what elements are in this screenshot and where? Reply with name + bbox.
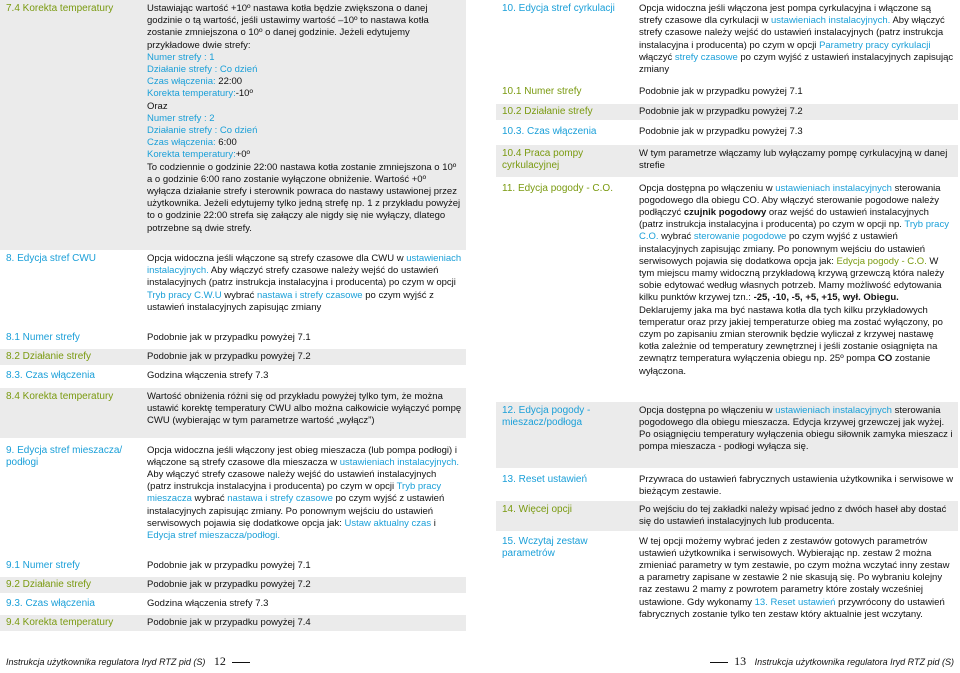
option-name: Edycja pogody - C.O. (836, 255, 927, 267)
zone1-corr-line (147, 88, 462, 100)
section-13 (496, 471, 958, 499)
option-name: Parametry pracy cyrkulacji (819, 39, 931, 51)
row-label: 10.1 Numer strefy (502, 86, 582, 97)
row-text: Podobnie jak w przypadku powyżej 7.4 (147, 617, 311, 629)
text: po czym wyjść z ustawień instalacyjnych zapisując zmiany. Po ponownym wejściu do ustawień serwisowych pojawia się dodatkowe opcja jak: (147, 493, 445, 529)
text: po czym wyjść z ustawień instalacyjnych zapisując zmiany. Po ponownym wejściu do ustawień serwisowych pojawia się dodatkowa opcja jak: (639, 231, 926, 267)
settings-link-text: ustawieniach instalacyjnych (775, 404, 892, 416)
curve-points: -25, -10, -5, +5, +15, wył. Obiegu. (753, 292, 899, 304)
settings-link-text: ustawieniach instalacyjnych. (339, 456, 460, 468)
section-body (145, 442, 466, 558)
section-7-4 (0, 0, 466, 250)
text: wybrać (191, 493, 228, 505)
row-label: 9.3. Czas włączenia (6, 598, 95, 610)
text: Aby włączyć strefy czasowe należy wejść do ustawień instalacyjnych (patrz instrukcja instalacyjna i producenta) po czym w opcji (639, 15, 945, 51)
text: sterowania pogodowego dla obiegu mieszacza. Edycja krzywej grzewczej jak wyżej. Po osiągnięciu temperatury wyłączenia obiegu siłownik zamyka mieszacz i pompa mieszacza - podłogi wyłącza się. (639, 404, 953, 453)
section-body: W tym parametrze włączamy lub wyłączamy pompę cyrkulacyjną w danej strefie (639, 147, 948, 171)
zone1-time: 22:00 (218, 76, 243, 88)
row-label: 10.3. Czas włączenia (502, 126, 597, 138)
page-number: 12 (213, 654, 226, 668)
zone2-corr-label: Korekta temperatury: (147, 149, 236, 161)
zone2-time-label: Czas włączenia: (147, 137, 219, 149)
text: Opcja widoczna jeśli włączona jest pompa cyrkulacyjna i włączone są strefy czasowe dla cyrkulacji w (639, 3, 931, 27)
section-body (145, 250, 466, 330)
settings-link-text: ustawieniach instalacyjnych. (147, 253, 462, 277)
left-page-column (0, 0, 466, 631)
row-text: Podobnie jak w przypadku powyżej 7.1 (147, 332, 311, 343)
reference-text: 13. Reset ustawień (754, 596, 836, 608)
section-body: Po wejściu do tej zakładki należy wpisać jedno z dwóch haseł aby dostać się do ustawień instalacyjnych lub producenta. (639, 503, 947, 527)
text: Deklarujemy jaka ma być nastawa kotła dla tych kilku przykładowych temperatur oraz przy jakiej temperaturze obieg ma zostać wyłączony, po czym po zapisaniu zmian sterownik będzie wyliczał z krzywej nastawę kotła zależnie od temperatury zewnętrznej i jeśli zostanie osiągnięta na zewnątrz temperatura wyłączenia obiegu np. 25º pompa (639, 304, 943, 365)
zone2-time-line (147, 137, 462, 149)
row-10-3 (496, 124, 958, 140)
section-10 (496, 0, 958, 82)
sensor-name: czujnik pogodowy (683, 207, 767, 219)
footer-title: Instrukcja użytkownika regulatora Iryd RTZ pid (S) (754, 657, 954, 667)
section-label: 9. Edycja stref mieszacza/ podłogi (6, 444, 123, 468)
row-label: 8.3. Czas włączenia (6, 370, 95, 382)
footer-title: Instrukcja użytkownika regulatora Iryd RTZ pid (S) (6, 657, 206, 667)
text: Opcja dostępna po włączeniu w (639, 182, 776, 194)
zone2-days: Działanie strefy : Co dzień (147, 125, 258, 137)
row-8-2 (0, 349, 466, 365)
option-value: nastawa i strefy czasowe (227, 493, 333, 505)
section-12 (496, 402, 958, 468)
section-body (637, 180, 958, 402)
zone2-corr-line (147, 149, 462, 161)
row-9-1 (0, 558, 466, 574)
section-label: 12. Edycja pogody - mieszacz/podłoga (502, 404, 591, 428)
option-name: Tryb pracy C.O. (639, 219, 949, 243)
text: W tej opcji możemy wybrać jeden z zestawów gotowych parametrów ustawień użytkownika i serwisowych. Wybierając np. zestaw 2 można zmieniać parametry w tym zestawie, po czym można wczytać inny zestaw a parametry zapisane w zestawie 2 nie skasują się. Po wybraniu kolejny raz zestawu 2 mamy z powrotem parametry które zostały wcześniej ustawione. Gdy wykonamy (639, 535, 950, 608)
text: zostanie wyłączona. (639, 353, 931, 377)
section-10-4 (496, 145, 958, 177)
text: Aby włączyć strefy czasowe należy wejść do ustawień instalacyjnych (patrz instrukcja instalacyjna i producenta) po czym w opcji (147, 469, 437, 493)
page-number-dash (710, 662, 728, 663)
zone1-number: Numer strefy : 1 (147, 51, 215, 63)
row-text: Podobnie jak w przypadku powyżej 7.2 (639, 106, 803, 118)
section-body (637, 402, 958, 468)
section-8 (0, 250, 466, 330)
section-label: 14. Więcej opcji (502, 503, 573, 515)
zone2-time: 6:00 (218, 137, 237, 149)
oraz-text: Oraz (147, 100, 168, 112)
row-10-1 (496, 84, 958, 100)
text: Opcja widoczna jeśli włączone są strefy czasowe dla CWU w (147, 253, 407, 264)
row-label: 9.1 Numer strefy (6, 559, 80, 571)
text: Opcja widoczna jeśli włączony jest obieg mieszacza (lub pompa podłogi) i włączone są strefy czasowe dla mieszacza w (147, 444, 457, 468)
settings-link-text: ustawieniach instalacyjnych. (770, 15, 891, 27)
section-label: 10. Edycja stref cyrkulacji (502, 3, 615, 14)
row-label: 9.4 Korekta temperatury (6, 617, 114, 629)
row-9-2 (0, 577, 466, 593)
section-label: 10.4 Praca pompy cyrkulacyjnej (502, 147, 584, 171)
option-value: strefy czasowe (674, 51, 738, 63)
intro-paragraph: Ustawiając wartość +10º nastawa kotła będzie zwiększona o danej godzinie o tą wartość, jeśli ustawimy wartość –10º to nastawa kotła zostanie zmniejszona o 10º o danej godzinie. Jeżeli edytujemy przykładowe dwie strefy: (147, 3, 429, 51)
page-number: 13 (734, 654, 747, 668)
option-name: Edycja stref mieszacza/podłogi. (147, 530, 281, 542)
section-label: 15. Wczytaj zestaw parametrów (502, 535, 588, 559)
zone2-corr: +0º (235, 149, 251, 161)
row-label: 9.2 Działanie strefy (6, 578, 92, 590)
text: wybrać (221, 289, 257, 301)
text: i (431, 517, 436, 529)
right-page-column (496, 0, 958, 645)
section-label: 7.4 Korekta temperatury (6, 3, 114, 14)
text: Opcja dostępna po włączeniu w (639, 404, 776, 416)
text: W tym miejscu mamy widoczną przykładową krzywą grzewczą która należy sobie edytować według własnych potrzeb. Mamy możliwość edytowania kilku punktów krzywej tzn.: (639, 255, 945, 304)
footer-right (710, 654, 954, 669)
option-name: Tryb pracy C.W.U (147, 289, 222, 301)
option-value: sterowanie pogodowe (693, 231, 787, 243)
section-body: Wartość obniżenia różni się od przykładu powyżej tylko tym, że można ustawić korektę temperatury CWU albo można całkowicie wyłączyć pompę CWU (wybierając w tym parametrze wartość „wyłącz”) (147, 390, 462, 427)
row-9-3 (0, 596, 466, 612)
section-9 (0, 442, 466, 558)
text: po czym wyjść z ustawień instalacyjnych zapisując zmiany (147, 289, 434, 313)
row-label: 8.1 Numer strefy (6, 332, 80, 343)
text: wybrać (658, 231, 694, 243)
section-8-4 (0, 388, 466, 438)
section-label: 11. Edycja pogody - C.O. (502, 182, 613, 194)
footer-left (6, 654, 250, 669)
section-label: 13. Reset ustawień (502, 473, 588, 485)
text: Aby włączyć strefy czasowe należy wejść do ustawień instalacyjnych (patrz instrukcja instalacyjna i producenta) po czym w opcji (147, 265, 456, 289)
section-15 (496, 533, 958, 645)
section-body (637, 533, 958, 645)
row-text: Podobnie jak w przypadku powyżej 7.2 (147, 351, 311, 363)
text: włączyć (639, 51, 675, 63)
zone1-time-label: Czas włączenia: (147, 76, 219, 88)
option-name: Tryb pracy mieszacza (147, 481, 442, 505)
zone1-corr-label: Korekta temperatury: (147, 88, 236, 100)
row-10-2 (496, 104, 958, 120)
section-body (637, 0, 958, 82)
row-text: Godzina włączenia strefy 7.3 (147, 598, 269, 610)
row-text: Podobnie jak w przypadku powyżej 7.2 (147, 578, 311, 590)
zone1-corr: -10º (235, 88, 253, 100)
text: przywrócony do ustawień fabrycznych zostanie tylko ten zestaw który aktualnie jest wczytany. (639, 596, 945, 620)
row-9-4 (0, 615, 466, 631)
text: po czym wyjść z ustawień instalacyjnych zapisując zmiany (639, 51, 954, 76)
text: oraz wejść do ustawień instalacyjnych (patrz instrukcja instalacyjna i producenta) po czym w opcji np. (639, 207, 929, 231)
row-label: 8.2 Działanie strefy (6, 351, 92, 363)
row-text: Podobnie jak w przypadku powyżej 7.1 (639, 86, 803, 97)
text: sterowania pogodowego dla obiegu CO. Aby włączyć sterowanie pogodowe należy podłączyć (639, 182, 941, 219)
section-body: Przywraca do ustawień fabrycznych ustawienia użytkownika i serwisowe w bieżącym zestawie. (639, 473, 954, 497)
zone1-time-line (147, 76, 462, 88)
row-text: Godzina włączenia strefy 7.3 (147, 370, 269, 382)
row-text: Podobnie jak w przypadku powyżej 7.1 (147, 559, 311, 571)
row-8-1 (0, 330, 466, 346)
text-bold: CO (878, 353, 893, 365)
zone2-number: Numer strefy : 2 (147, 112, 215, 124)
section-11 (496, 180, 958, 402)
settings-link-text: ustawieniach instalacyjnych (775, 182, 892, 194)
zone1-days: Działanie strefy : Co dzień (147, 64, 258, 76)
option-value: nastawa i strefy czasowe (256, 289, 363, 301)
page-number-dash (232, 662, 250, 663)
row-label: 10.2 Działanie strefy (502, 106, 593, 118)
row-text: Podobnie jak w przypadku powyżej 7.3 (639, 126, 803, 138)
option-name: Ustaw aktualny czas (344, 517, 432, 529)
row-8-3 (0, 368, 466, 384)
section-label: 8.4 Korekta temperatury (6, 390, 114, 402)
section-label: 8. Edycja stref CWU (6, 253, 97, 264)
section-body (145, 0, 466, 250)
explanation-paragraph: To codziennie o godzinie 22:00 nastawa kotła zostanie zmniejszona o 10º a o godzinie 6:00 rano zostanie wyłączone obniżenie. Wartość +0º wyłącza działanie strefy i sterownik powraca do nastawy ustawionej przez użytkownika. Jeżeli edytujemy tylko jedną strefę np. 1 z przykładu powyżej to o godzinie 22:00 strefa się załączy ale nigdy się nie wyłączy, dlatego potrzebne są dwie strefy. (147, 161, 461, 234)
section-14 (496, 501, 958, 531)
